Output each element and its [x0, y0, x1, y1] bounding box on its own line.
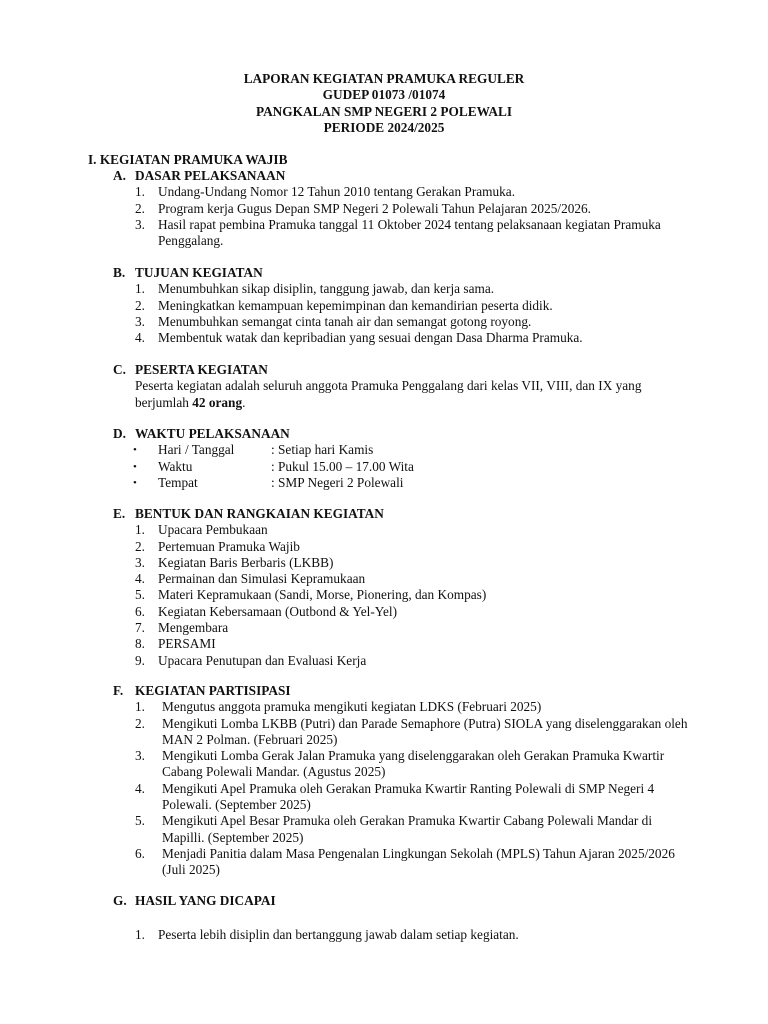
- section-title: WAKTU PELAKSANAAN: [135, 426, 290, 441]
- list-item: 5. Materi Kepramukaan (Sandi, Morse, Pionering, dan Kompas): [135, 587, 487, 603]
- list-item: 4. Permainan dan Simulasi Kepramukaan: [135, 571, 366, 587]
- section-c: [113, 362, 693, 411]
- list-item: 1. Undang-Undang Nomor 12 Tahun 2010 tentang Gerakan Pramuka.: [135, 184, 516, 200]
- list-item: 6. Menjadi Panitia dalam Masa Pengenalan Lingkungan Sekolah (MPLS) Tahun Ajaran 2025/2026 (Juli 2025): [135, 845, 675, 878]
- section-title: TUJUAN KEGIATAN: [135, 265, 263, 280]
- section-title: BENTUK DAN RANGKAIAN KEGIATAN: [135, 506, 384, 521]
- list-item: 9. Upacara Penutupan dan Evaluasi Kerja: [135, 652, 367, 668]
- section-f-heading: [113, 683, 693, 699]
- section-letter: C.: [113, 362, 126, 377]
- title-line-1: LAPORAN KEGIATAN PRAMUKA REGULER: [243, 71, 525, 86]
- title-line-2: GUDEP 01073 /01074: [322, 87, 446, 103]
- section-letter: G.: [113, 893, 127, 908]
- section-title: HASIL YANG DICAPAI: [135, 893, 276, 908]
- list-item: 2. Program kerja Gugus Depan SMP Negeri 2 Polewali Tahun Pelajaran 2025/2026.: [135, 200, 591, 216]
- list-item: 3. Mengikuti Lomba Gerak Jalan Pramuka yang diselenggarakan oleh Gerakan Pramuka Kwartir Cabang Polewali Mandar. (Agustus 2025): [135, 748, 665, 780]
- list-item: 3. Menumbuhkan semangat cinta tanah air dan semangat gotong royong.: [135, 313, 532, 329]
- section-a: [113, 168, 693, 249]
- section-g-heading: [113, 893, 693, 909]
- section-d-heading: [113, 426, 693, 442]
- section-b: [113, 265, 693, 346]
- list-item: 1. Mengutus anggota pramuka mengikuti kegiatan LDKS (Februari 2025): [135, 699, 542, 715]
- section-e: [113, 506, 693, 669]
- section-g-list: [113, 927, 693, 943]
- section-title: DASAR PELAKSANAAN: [135, 168, 286, 183]
- list-item: 5. Mengikuti Apel Besar Pramuka oleh Gerakan Pramuka Kwartir Cabang Polewali Mandar di Mapilli. (September 2025): [135, 813, 653, 845]
- section-letter: E.: [113, 506, 126, 521]
- list-item: 3. Hasil rapat pembina Pramuka tanggal 11 Oktober 2024 tentang pelaksanaan kegiatan Pramuka Penggalang.: [135, 216, 661, 249]
- section-f: [113, 683, 693, 879]
- section-a-list: [113, 184, 693, 249]
- section-c-heading: [113, 362, 693, 378]
- list-item: 1. Menumbuhkan sikap disiplin, tanggung jawab, dan kerja sama.: [135, 281, 495, 297]
- schedule-row: • Tempat : SMP Negeri 2 Polewali: [133, 474, 404, 490]
- bullet-icon: •: [133, 476, 137, 489]
- section-letter: A.: [113, 168, 126, 183]
- title-line-3: PANGKALAN SMP NEGERI 2 POLEWALI: [255, 103, 513, 119]
- list-item: 4. Membentuk watak dan kepribadian yang sesuai dengan Dasa Dharma Pramuka.: [135, 330, 583, 346]
- section-b-list: [113, 281, 693, 346]
- list-item: 3. Kegiatan Baris Berbaris (LKBB): [135, 554, 334, 570]
- schedule-row: • Waktu : Pukul 15.00 – 17.00 Wita: [133, 458, 414, 474]
- list-item: 4. Mengikuti Apel Pramuka oleh Gerakan Pramuka Kwartir Ranting Polewali di SMP Negeri 4 Polewali. (September 2025): [135, 780, 655, 813]
- participant-count: 42 orang: [192, 394, 243, 410]
- section-letter: F.: [113, 683, 124, 698]
- section-i-heading: I. KEGIATAN PRAMUKA WAJIB: [88, 152, 288, 167]
- list-item: 6. Kegiatan Kebersamaan (Outbond & Yel-Yel): [135, 603, 398, 619]
- section-letter: D.: [113, 426, 126, 441]
- list-item: 1. Upacara Pembukaan: [135, 522, 268, 538]
- section-a-heading: [113, 168, 693, 184]
- bullet-icon: •: [133, 444, 137, 457]
- section-c-paragraph: Peserta kegiatan adalah seluruh anggota Pramuka Penggalang dari kelas VII, VIII, dan IX yang berjumlah 42 orang.: [135, 378, 642, 410]
- schedule-row: • Hari / Tanggal : Setiap hari Kamis: [133, 442, 374, 458]
- list-item: 2. Pertemuan Pramuka Wajib: [135, 538, 300, 554]
- list-item: 7. Mengembara: [135, 620, 229, 636]
- section-title: PESERTA KEGIATAN: [135, 362, 268, 377]
- section-title: KEGIATAN PARTISIPASI: [135, 683, 291, 698]
- section-e-heading: [113, 506, 693, 522]
- list-item: 1. Peserta lebih disiplin dan bertanggung jawab dalam setiap kegiatan.: [135, 927, 519, 943]
- section-letter: B.: [113, 265, 126, 280]
- title-line-4: PERIODE 2024/2025: [323, 119, 445, 135]
- section-g: [113, 893, 693, 944]
- section-f-list: [113, 699, 693, 878]
- schedule-list: [113, 442, 693, 491]
- document-title: [0, 71, 768, 136]
- bullet-icon: •: [133, 460, 137, 473]
- list-item: 2. Mengikuti Lomba LKBB (Putri) dan Parade Semaphore (Putra) SIOLA yang diselenggarakan oleh MAN 2 Polman. (Februari 2025): [135, 715, 688, 747]
- section-d: [113, 426, 693, 491]
- section-b-heading: [113, 265, 693, 281]
- list-item: 8. PERSAMI: [135, 636, 216, 652]
- list-item: 2. Meningkatkan kemampuan kepemimpinan dan kemandirian peserta didik.: [135, 297, 553, 313]
- section-e-list: [113, 522, 693, 669]
